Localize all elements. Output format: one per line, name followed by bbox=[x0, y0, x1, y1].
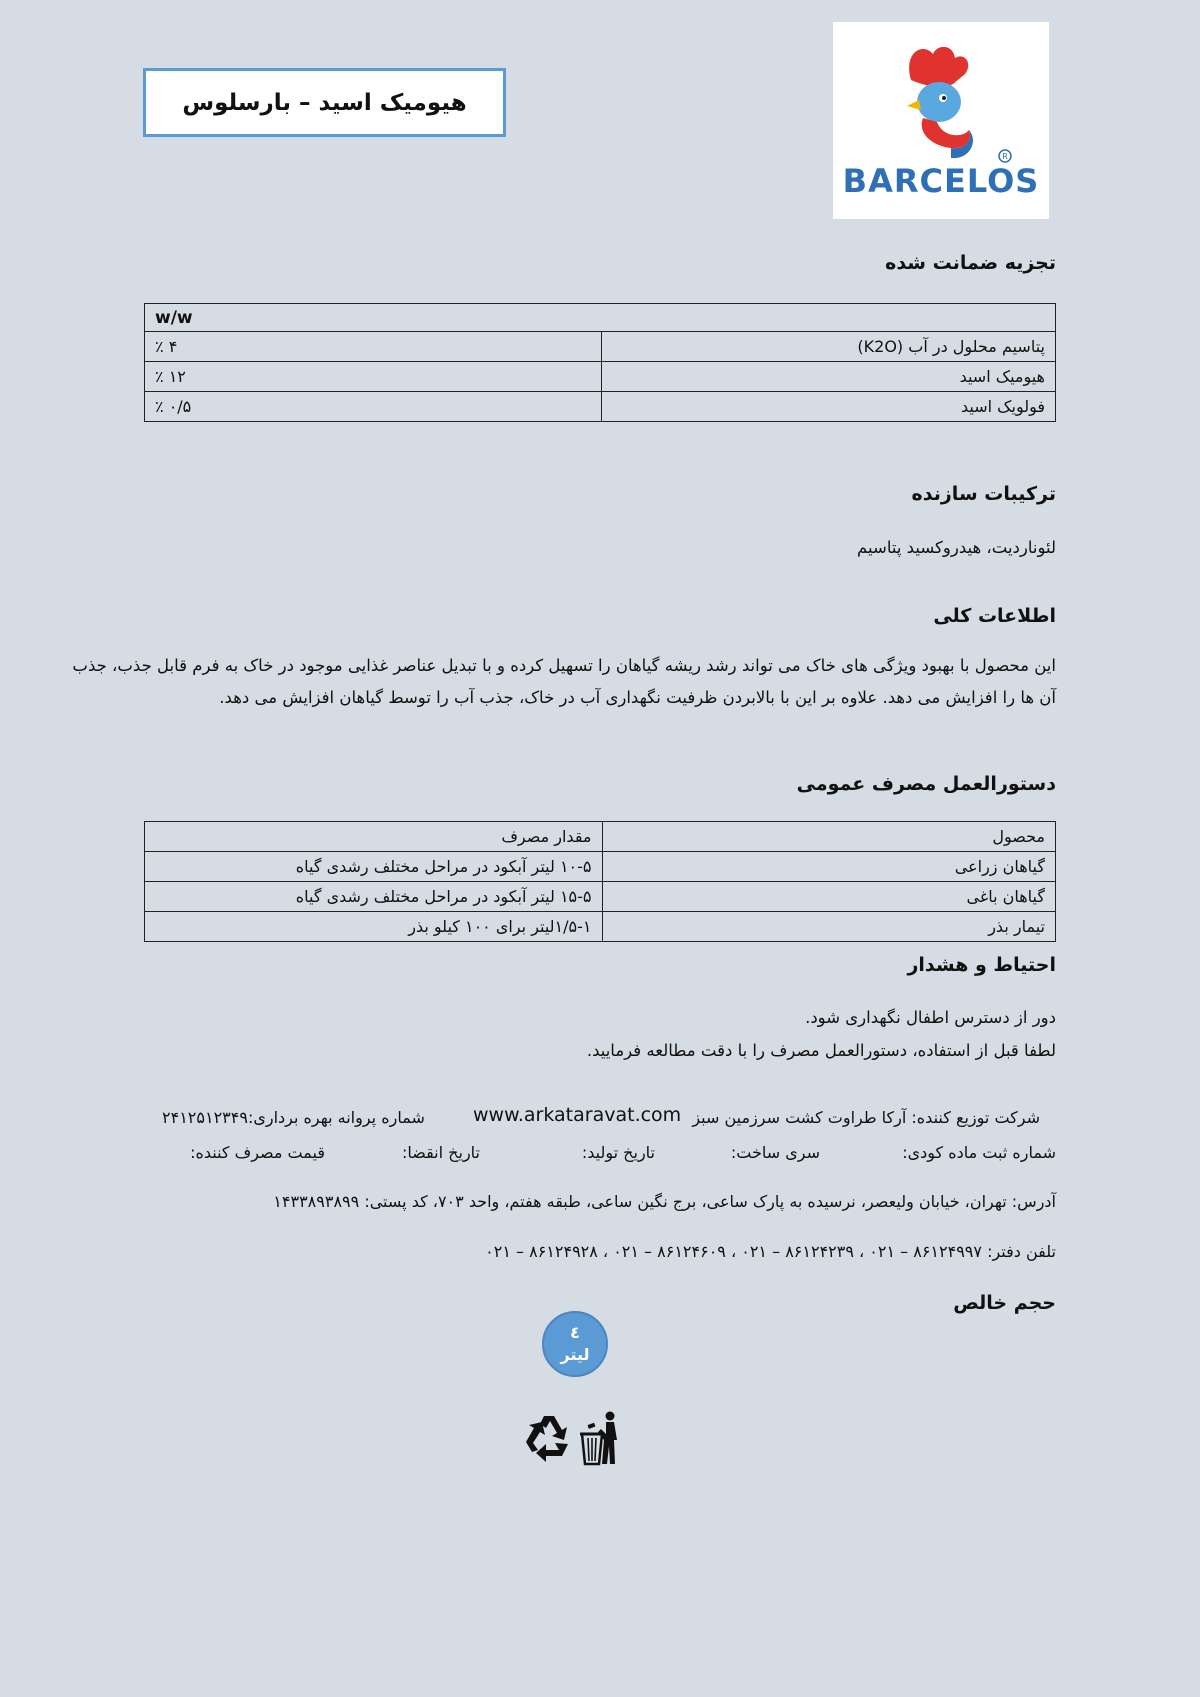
ingredients-text: لئوناردیت، هیدروکسید پتاسیم bbox=[857, 538, 1056, 557]
volume-badge bbox=[542, 1311, 608, 1377]
warning-line-2: لطفا قبل از استفاده، دستورالعمل مصرف را با دقت مطالعه فرمایید. bbox=[586, 1041, 1056, 1060]
product-header: محصول bbox=[602, 822, 1056, 852]
table-row bbox=[145, 362, 1056, 392]
table-row bbox=[145, 392, 1056, 422]
guarantee-name: فولویک اسید bbox=[602, 392, 1056, 422]
usage-product: گیاهان باغی bbox=[602, 882, 1056, 912]
brand-logo bbox=[833, 22, 1049, 219]
disposal-icons bbox=[524, 1410, 624, 1470]
svg-text:R: R bbox=[1002, 152, 1008, 161]
table-row bbox=[145, 332, 1056, 362]
usage-amount: ۱۵-۵ لیتر آبکود در مراحل مختلف رشدی گیاه bbox=[145, 882, 603, 912]
warning-line-1: دور از دسترس اطفال نگهداری شود. bbox=[805, 1008, 1056, 1027]
ingredients-heading: ترکیبات سازنده bbox=[911, 483, 1056, 505]
logo-wordmark: BARCELOS bbox=[842, 162, 1040, 200]
guarantee-table bbox=[144, 303, 1056, 422]
consumer-price-label: قیمت مصرف کننده: bbox=[190, 1143, 325, 1162]
guarantee-heading: تجزیه ضمانت شده bbox=[885, 252, 1056, 274]
usage-amount: ۱۰-۵ لیتر آبکود در مراحل مختلف رشدی گیاه bbox=[145, 852, 603, 882]
usage-heading: دستورالعمل مصرف عمومی bbox=[796, 773, 1056, 795]
expiry-date-label: تاریخ انقضا: bbox=[401, 1143, 480, 1162]
address: آدرس: تهران، خیابان ولیعصر، نرسیده به پارک ساعی، برج نگین ساعی، طبقه هفتم، واحد ۷۰۳، کد پستی: ۱۴۳۳۸۹۳۸۹۹ bbox=[273, 1192, 1056, 1211]
guarantee-value: ۱۲ ٪ bbox=[145, 362, 602, 392]
usage-amount: ۱/۵-۱لیتر برای ۱۰۰ کیلو بذر bbox=[145, 912, 603, 942]
amount-header: مقدار مصرف bbox=[145, 822, 603, 852]
table-row bbox=[145, 912, 1056, 942]
warning-heading: احتیاط و هشدار bbox=[907, 954, 1056, 976]
table-row bbox=[145, 852, 1056, 882]
batch-label: سری ساخت: bbox=[730, 1143, 820, 1162]
trash-disposal-icon bbox=[580, 1412, 617, 1465]
guarantee-name: هیومیک اسید bbox=[602, 362, 1056, 392]
unit-header: w/w bbox=[145, 304, 1056, 332]
distributor: شرکت توزیع کننده: آرکا طراوت کشت سرزمین سبز bbox=[692, 1108, 1040, 1127]
website-link[interactable]: www.arkataravat.com bbox=[473, 1104, 682, 1126]
guarantee-name: پتاسیم محلول در آب (K2O) bbox=[602, 332, 1056, 362]
usage-product: تیمار بذر bbox=[602, 912, 1056, 942]
phone: تلفن دفتر: ۸۶۱۲۴۹۹۷ – ۰۲۱ ، ۸۶۱۲۴۲۳۹ – ۰۲۱ ، ۸۶۱۲۴۶۰۹ – ۰۲۱ ، ۸۶۱۲۴۹۲۸ – ۰۲۱ bbox=[485, 1242, 1056, 1261]
table-row bbox=[145, 882, 1056, 912]
table-header-row bbox=[145, 822, 1056, 852]
guarantee-value: ۰/۵ ٪ bbox=[145, 392, 602, 422]
usage-product: گیاهان زراعی bbox=[602, 852, 1056, 882]
usage-table bbox=[144, 821, 1056, 942]
net-volume-heading: حجم خالص bbox=[953, 1292, 1056, 1314]
table-header-row bbox=[145, 304, 1056, 332]
volume-unit: لیتر bbox=[560, 1345, 590, 1364]
general-info-line-1: این محصول با بهبود ویژگی های خاک می تواند رشد ریشه گیاهان را تسهیل کرده و با تبدیل عناصر غذایی موجود در خاک به فرم قابل جذب، جذب bbox=[72, 656, 1056, 675]
production-date-label: تاریخ تولید: bbox=[581, 1143, 655, 1162]
volume-amount: ٤ bbox=[570, 1323, 580, 1342]
recycle-icon bbox=[526, 1416, 568, 1462]
registration-label: شماره ثبت ماده کودی: bbox=[902, 1143, 1056, 1162]
general-info-heading: اطلاعات کلی bbox=[933, 605, 1056, 627]
license-number: شماره پروانه بهره برداری:۲۴۱۲۵۱۲۳۴۹ bbox=[162, 1108, 425, 1127]
general-info-line-2: آن ها را افزایش می دهد. علاوه بر این با بالابردن ظرفیت نگهداری آب در خاک، جذب آب را توسط گیاهان افزایش می دهد. bbox=[219, 688, 1056, 707]
product-title: هیومیک اسید – بارسلوس bbox=[143, 68, 506, 137]
guarantee-value: ۴ ٪ bbox=[145, 332, 602, 362]
